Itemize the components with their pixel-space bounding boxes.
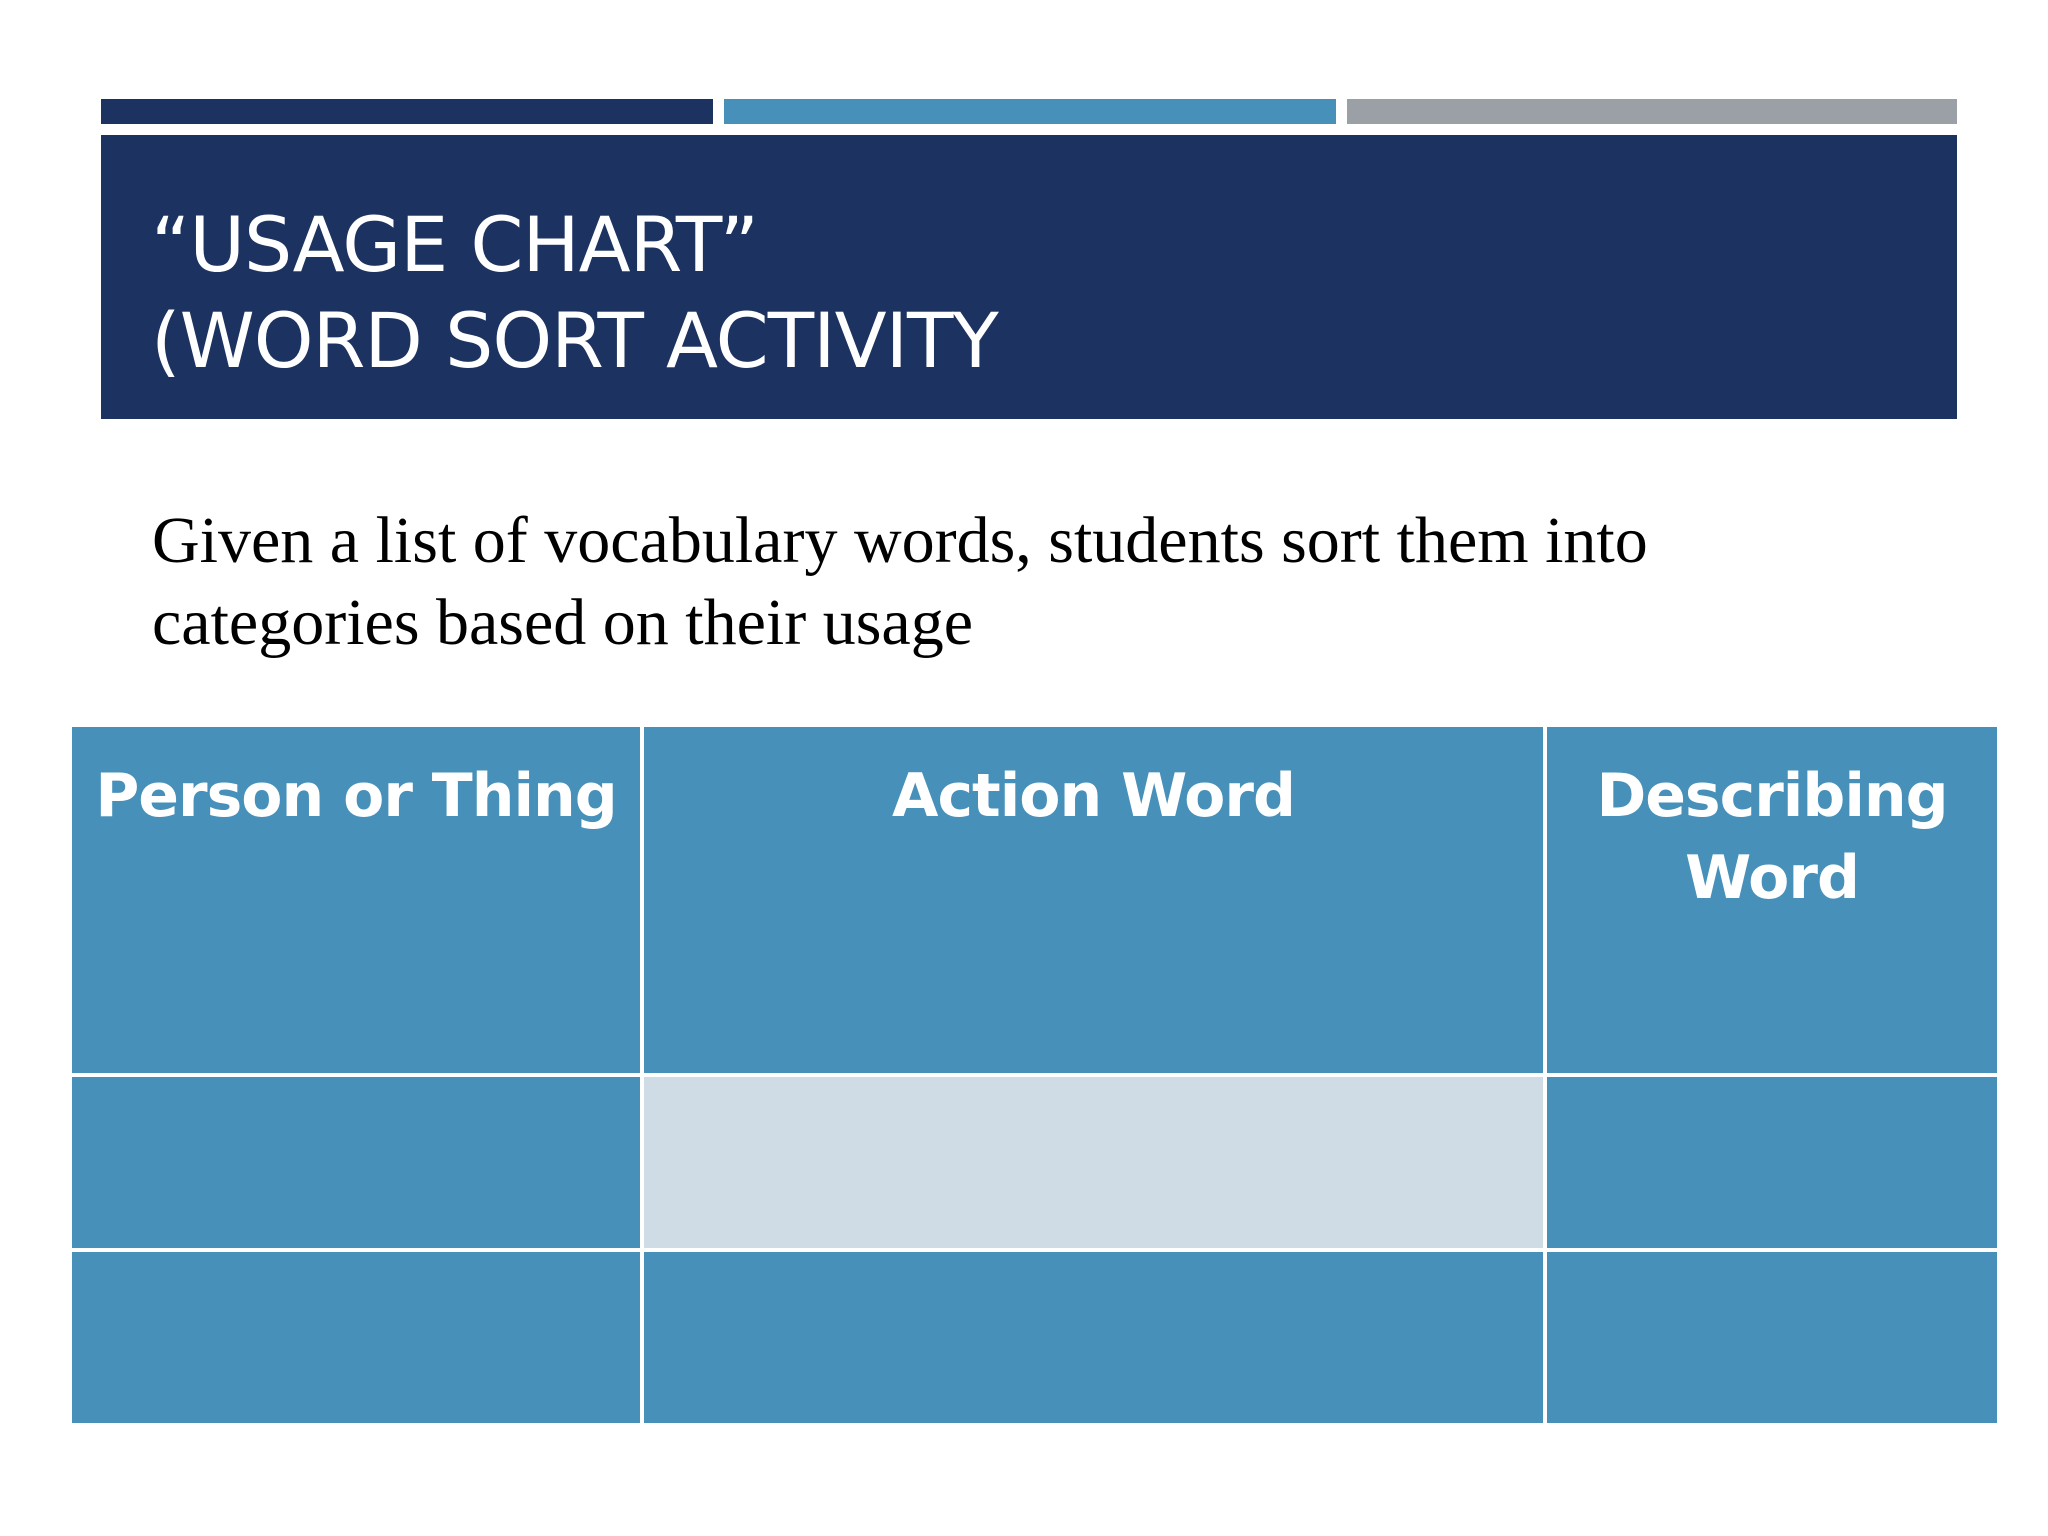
header-person-or-thing: Person or Thing [70, 725, 642, 1075]
accent-bar-dark [101, 99, 713, 124]
table-cell [70, 1075, 642, 1250]
table-cell [642, 1250, 1545, 1425]
title-banner [101, 135, 1957, 419]
header-describing-word: Describing Word [1545, 725, 1999, 1075]
table-cell [1545, 1075, 1999, 1250]
table-header-row [70, 725, 1999, 1075]
table-cell [642, 1075, 1545, 1250]
header-action-word: Action Word [642, 725, 1545, 1075]
table-cell [1545, 1250, 1999, 1425]
usage-chart-table [68, 723, 2001, 1427]
table-row [70, 1075, 1999, 1250]
activity-description: Given a list of vocabulary words, students sort them into categories based on their usage [152, 504, 1648, 659]
slide-title-line-1: “USAGE CHART” [151, 200, 758, 289]
table-cell [70, 1250, 642, 1425]
table-row [70, 1250, 1999, 1425]
accent-bar-blue [724, 99, 1336, 124]
slide-title-line-2: (WORD SORT ACTIVITY [151, 296, 998, 385]
accent-bar-gray [1347, 99, 1957, 124]
